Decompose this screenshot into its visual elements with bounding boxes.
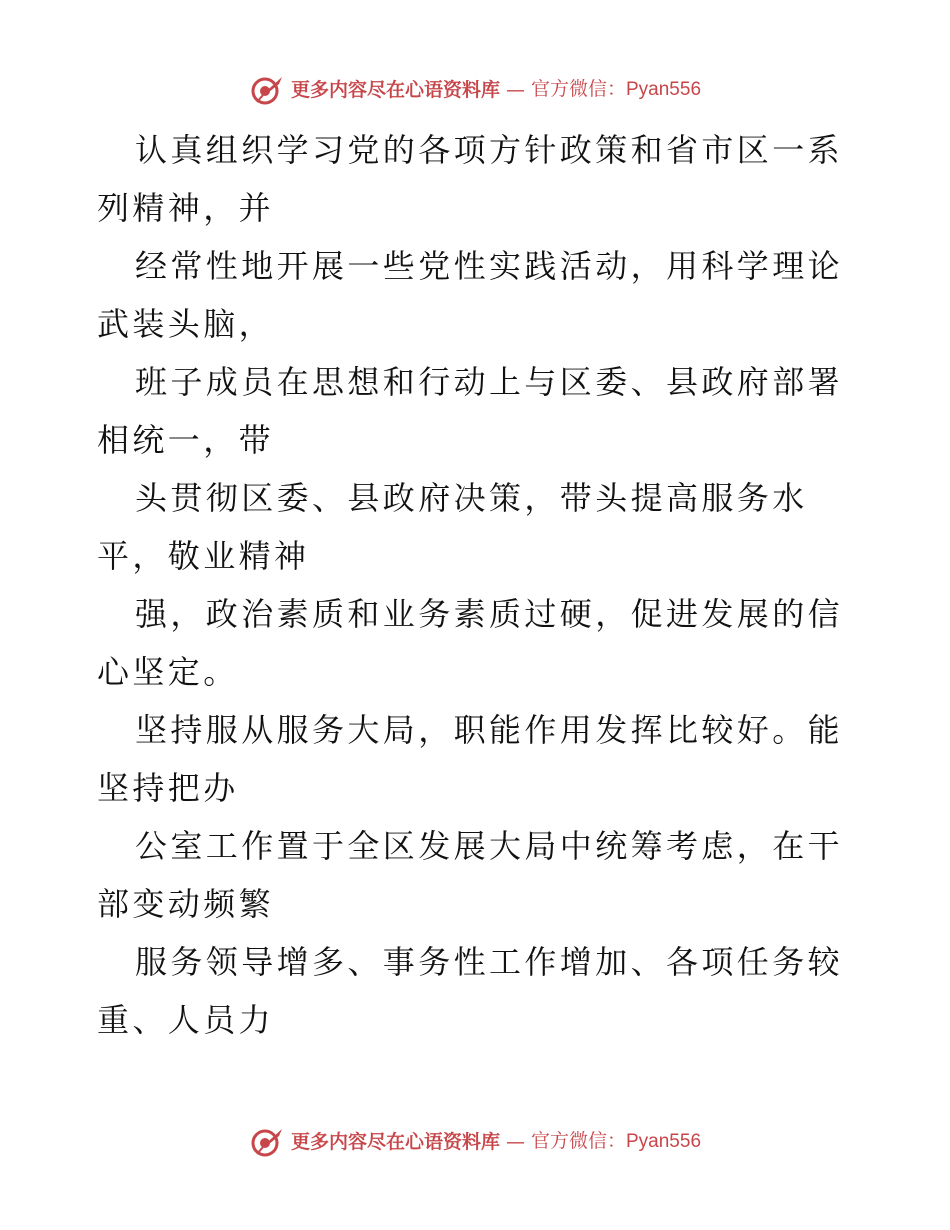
- footer-watermark: [0, 1126, 950, 1158]
- paragraph-1: 认真组织学习党的各项方针政策和省市区一系列精神，并: [97, 131, 844, 227]
- quill-logo-icon: [249, 1126, 285, 1158]
- paragraph-2: 经常性地开展一些党性实践活动，用科学理论武装头脑，: [97, 247, 844, 343]
- paragraph-8: 服务领导增多、事务性工作增加、各项任务较重、人员力: [97, 943, 844, 1039]
- paragraph-5: 强，政治素质和业务素质过硬，促进发展的信心坚定。: [97, 595, 844, 691]
- watermark-main-text: 更多内容尽在心语资料库: [290, 1131, 500, 1153]
- watermark-separator: —: [506, 79, 525, 101]
- watermark-account-text: 官方微信：Pyan556: [531, 1131, 702, 1152]
- paragraph-4: 头贯彻区委、县政府决策，带头提高服务水平，敬业精神: [97, 479, 808, 575]
- paragraph-3: 班子成员在思想和行动上与区委、县政府部署相统一，带: [97, 363, 844, 459]
- document-body: [97, 121, 857, 1049]
- watermark-account-text: 官方微信：Pyan556: [531, 79, 702, 100]
- quill-logo-icon: [249, 74, 285, 106]
- watermark-separator: —: [506, 1131, 525, 1153]
- watermark-main-text: 更多内容尽在心语资料库: [290, 79, 500, 101]
- header-watermark: [0, 74, 950, 106]
- paragraph-7: 公室工作置于全区发展大局中统筹考虑，在干部变动频繁: [97, 827, 844, 923]
- paragraph-6: 坚持服从服务大局，职能作用发挥比较好。能坚持把办: [97, 711, 844, 807]
